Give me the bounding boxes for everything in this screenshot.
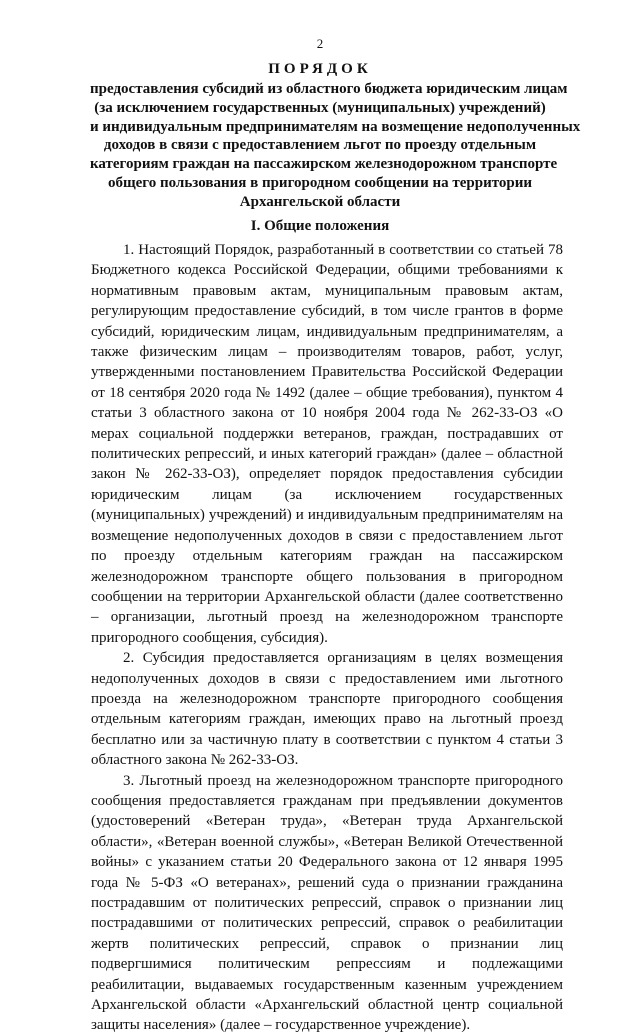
document-subtitle	[90, 80, 581, 212]
subtitle-line: доходов в связи с предоставлением льгот по проезду отдельным	[103, 137, 537, 154]
subtitle-line: предоставления субсидий из областного бюджета юридическим лицам	[90, 81, 568, 97]
paragraph-2: 2. Субсидия предоставляется организациям в целях возмещения недополученных доходов в связи с предоставлением ими льготного проезда на железнодорожном транспорте пригородного сообщения отдельным категориям граждан, имеющих право на льготный проезд бесплатно или за частичную плату в соответствии с пунктом 4 статьи 3 областного закона № 262-33-ОЗ.	[91, 650, 563, 769]
subtitle-line: общего пользования в пригородном сообщении на территории	[107, 174, 533, 191]
subtitle-line: Архангельской области	[239, 193, 401, 210]
subtitle-line: категориям граждан на пассажирском железнодорожном транспорте	[90, 156, 558, 173]
subtitle-line: (за исключением государственных (муниципальных) учреждений)	[94, 99, 546, 116]
page-number: 2	[316, 36, 324, 51]
subtitle-line: и индивидуальным предпринимателям на возмещение недополученных	[90, 118, 581, 135]
document-title: ПОРЯДОК	[268, 61, 372, 77]
section-heading: I. Общие положения	[250, 218, 390, 234]
paragraph-1: 1. Настоящий Порядок, разработанный в соответствии со статьей 78 Бюджетного кодекса Российской Федерации, общими требованиями к нормативным правовым актам, муниципальным правовым актам, регулирующим предоставление субсидий, в том числе грантов в форме субсидий, юридическим лицам, индивидуальным предпринимателям, а также физическим лицам – производителям товаров, работ, услуг, утвержденными постановлением Правительства Российской Федерации от 18 сентября 2020 года № 1492 (далее – общие требования), пунктом 4 статьи 3 областного закона от 10 ноября 2004 года № 262-33-ОЗ «О мерах социальной поддержки ветеранов, граждан, пострадавших от политических репрессий, и иных категорий граждан» (далее – областной закон № 262-33-ОЗ), определяет порядок предоставления субсидии юридическим лицам (за исключением государственных (муниципальных) учреждений) и индивидуальным предпринимателям на возмещение недополученных доходов в связи с предоставлением льгот по проезду отдельным категориям граждан на пассажирском железнодорожном транспорте общего пользования в пригородном сообщении на территории Архангельской области (далее соответственно – организации, льготный проезд на железнодорожном транспорте пригородного сообщения, субсидия).	[91, 242, 563, 646]
paragraph-3: 3. Льготный проезд на железнодорожном транспорте пригородного сообщения предоставляется гражданам при предъявлении документов (удостоверений «Ветеран труда», «Ветеран труда Архангельской области», «Ветеран военной службы», «Ветеран Великой Отечественной войны» с указанием статьи 20 Федерального закона от 12 января 1995 года № 5-ФЗ «О ветеранах», решений суда о признании гражданина пострадавшим от политических репрессий, справок о признании лиц пострадавшими от политических репрессий, справок о реабилитации жертв политических репрессий, справок о признании лиц подвергшимися политическим репрессиям и подлежащими реабилитации, выдаваемых государственным казенным учреждением Архангельской области «Архангельский областной центр социальной защиты населения» (далее – государственное учреждение).	[91, 772, 563, 1034]
document-body	[91, 240, 563, 1036]
